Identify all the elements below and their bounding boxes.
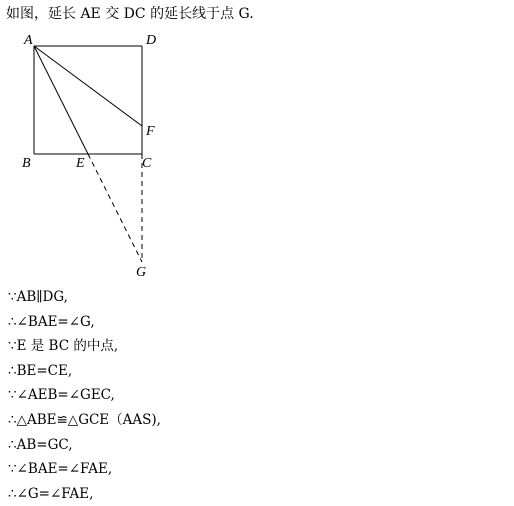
proof-line: ∴AB=GC, [8,436,73,453]
label-f: F [146,124,155,139]
segment-af [34,46,142,126]
label-g: G [136,265,147,280]
proof-line: ∵∠AEB=∠GEC, [8,387,115,404]
proof-line: ∴BE=CE, [8,362,73,379]
proof-line: ∵AB∥DG, [8,289,68,305]
label-a: A [24,33,33,48]
proof-line: ∴△ABE≌△GCE（AAS), [8,411,161,428]
proof-line: ∵∠BAE=∠FAE, [8,461,113,478]
segment-eg-dashed [88,154,142,262]
label-e: E [76,156,85,171]
proof-steps [8,285,161,506]
label-d: D [146,33,157,48]
proof-line: ∴∠BAE=∠G, [8,313,95,330]
proof-line: ∵E 是 BC 的中点, [8,338,119,355]
segment-ae [34,46,88,154]
label-c: C [142,156,152,171]
proof-line: ∴∠G=∠FAE, [8,485,94,502]
intro-text: 如图，延长 AE 交 DC 的延长线于点 G. [6,6,254,22]
label-b: B [22,156,31,171]
